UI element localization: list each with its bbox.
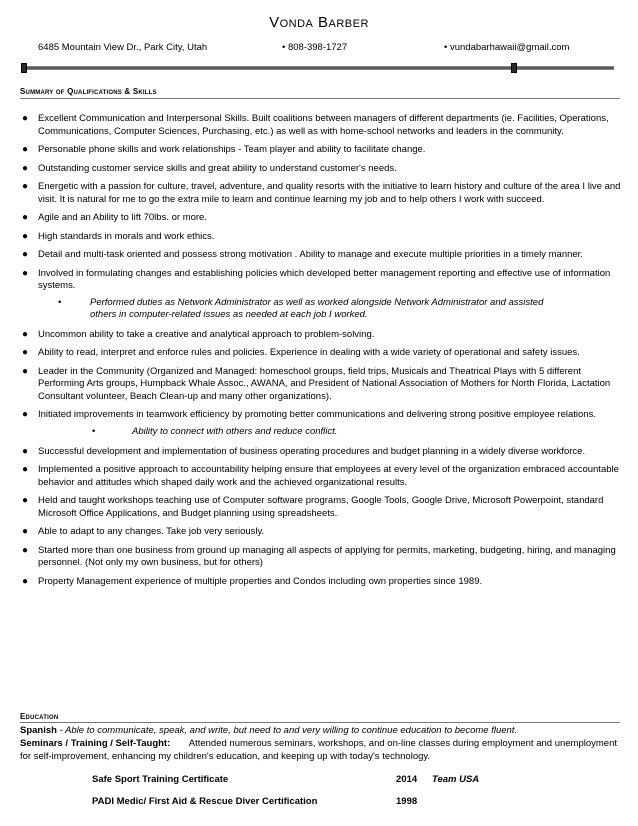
list-item: ● Successful development and implementation of business operating procedures and budget planning in a widely diverse workforce. (22, 445, 586, 457)
bullet-icon: ● (22, 162, 29, 174)
list-item: ● Implemented a positive approach to accountability helping ensure that employees at every level of the organization embraced accountable behavior and attitudes which shaped daily work and the achieved organizational results. (22, 464, 619, 488)
cert-year: 1998 (396, 796, 418, 807)
candidate-name: Vonda Barber (269, 14, 369, 31)
seminars-label: Seminars / Training / Self-Taught: (20, 738, 171, 749)
header-divider-cap-left (21, 63, 27, 73)
bullet-icon: ● (22, 113, 29, 124)
header-divider (24, 66, 614, 70)
bullet-icon: ● (22, 445, 29, 457)
sub-bullet-icon: • (58, 296, 62, 308)
cert-name: Safe Sport Training Certificate (92, 774, 229, 785)
bullet-icon: ● (22, 347, 29, 358)
bullet-icon: ● (22, 526, 29, 537)
list-item: ● Detail and multi-task oriented and possess strong motivation . Ability to manage and execute multiple priorities in a timely manner. (22, 249, 583, 260)
cert-year: 2014 (396, 774, 418, 785)
bullet-icon: ● (22, 544, 29, 556)
sub-item-reduce-conflict: • Ability to connect with others and reduce conflict. (92, 425, 338, 437)
spanish-line (20, 725, 620, 738)
education-heading-rule (20, 722, 620, 723)
seminars-line (20, 738, 620, 763)
bullet-icon: ● (22, 365, 29, 377)
list-item: ● Involved in formulating changes and establishing policies which developed better management reporting and effective use of information systems. (22, 267, 611, 291)
contact-phone: • 808-398-1727 (282, 42, 348, 53)
list-item: ● Started more than one business from ground up managing all aspects of applying for permits, marketing, budgeting, hiring, and managing personnel. (Not only my own business, but for others) (22, 544, 616, 568)
contact-address: 6485 Mountain View Dr., Park City, Utah (38, 42, 208, 53)
list-item: ● Leader in the Community (Organized and Managed: homeschool groups, field trips, Musicals and Theatrical Plays with 5 different Performing Arts groups, Humpback Whale Assoc., AWANA, and President of National Association of Mothers for North Florida, Lactation Consultant volunteer, Beach Clean-up and many other organizations). (22, 365, 611, 402)
contact-email: • vundabarhawaii@gmail.com (444, 42, 570, 53)
bullet-icon: ● (22, 464, 29, 475)
summary-heading-rule (20, 98, 620, 99)
list-item: ● Held and taught workshops teaching use of Computer software programs, Google Tools, Google Drive, Microsoft Powerpoint, standard Microsoft Office Applications, and Budget planning using spreadsheets. (22, 495, 604, 519)
sub-item-network-admin: • Performed duties as Network Administrator as well as worked alongside Network Administrator and assisted others in computer-related issues as needed at each job I worked. (58, 296, 544, 320)
bullet-icon: ● (22, 267, 29, 279)
qualifications-list (22, 113, 622, 594)
seminars-text: Attended numerous seminars, workshops, and on-line classes during employment and unemployment for self-improvement, enhancing my children's education, and keeping up with today's technology. (20, 738, 618, 762)
bullet-icon: ● (22, 328, 29, 340)
bullet-icon: ● (22, 495, 29, 506)
list-item: ● High standards in morals and work ethics. (22, 230, 215, 242)
header-divider-cap-right (511, 63, 517, 73)
bullet-icon: ● (22, 212, 29, 223)
sub-bullet-icon: • (92, 425, 96, 437)
list-item: ● Outstanding customer service skills and great ability to understand customer's needs. (22, 162, 397, 174)
education-heading: Education (20, 712, 59, 721)
list-item: ● Able to adapt to any changes. Take job very seriously. (22, 526, 265, 537)
spanish-text: - Able to communicate, speak, and write, but need to and very willing to continue education to become fluent. (56, 725, 518, 736)
bullet-icon: ● (22, 144, 29, 155)
bullet-icon: ● (22, 409, 29, 420)
list-item: ● Energetic with a passion for culture, travel, adventure, and quality resorts with the initiative to learn history and culture of the area I live and visit. It is natural for me to go the extra mile to learn and continue learning my job and to help others I work with succeed. (22, 181, 621, 205)
list-item: ● Excellent Communication and Interpersonal Skills. Built coalitions between managers of different departments (ie. Facilities, Operations, Communications, Computer Sciences, Purchasing, etc.) as well as with home-school networks and leaders in the community. (22, 113, 609, 137)
bullet-icon: ● (22, 230, 29, 242)
list-item: ● Initiated improvements in teamwork efficiency by promoting better communications and delivering strong positive employee relations. (22, 409, 596, 420)
list-item: ● Ability to read, interpret and enforce rules and policies. Experience in dealing with a wide variety of operational and safety issues. (22, 347, 580, 358)
list-item: ● Agile and an Ability to lift 70lbs. or more. (22, 212, 207, 223)
spanish-label: Spanish (20, 725, 57, 736)
list-item: ● Property Management experience of multiple properties and Condos including own properties since 1989. (22, 575, 483, 587)
cert-org: Team USA (432, 774, 480, 785)
list-item: ● Uncommon ability to take a creative and analytical approach to problem-solving. (22, 328, 375, 340)
bullet-icon: ● (22, 575, 29, 587)
summary-heading: Summary of Qualifications & Skills (20, 87, 157, 96)
bullet-icon: ● (22, 181, 29, 192)
list-item: ● Personable phone skills and work relationships - Team player and ability to facilitate change. (22, 144, 426, 155)
bullet-icon: ● (22, 249, 29, 260)
cert-name: PADI Medic/ First Aid & Rescue Diver Certification (92, 796, 318, 807)
